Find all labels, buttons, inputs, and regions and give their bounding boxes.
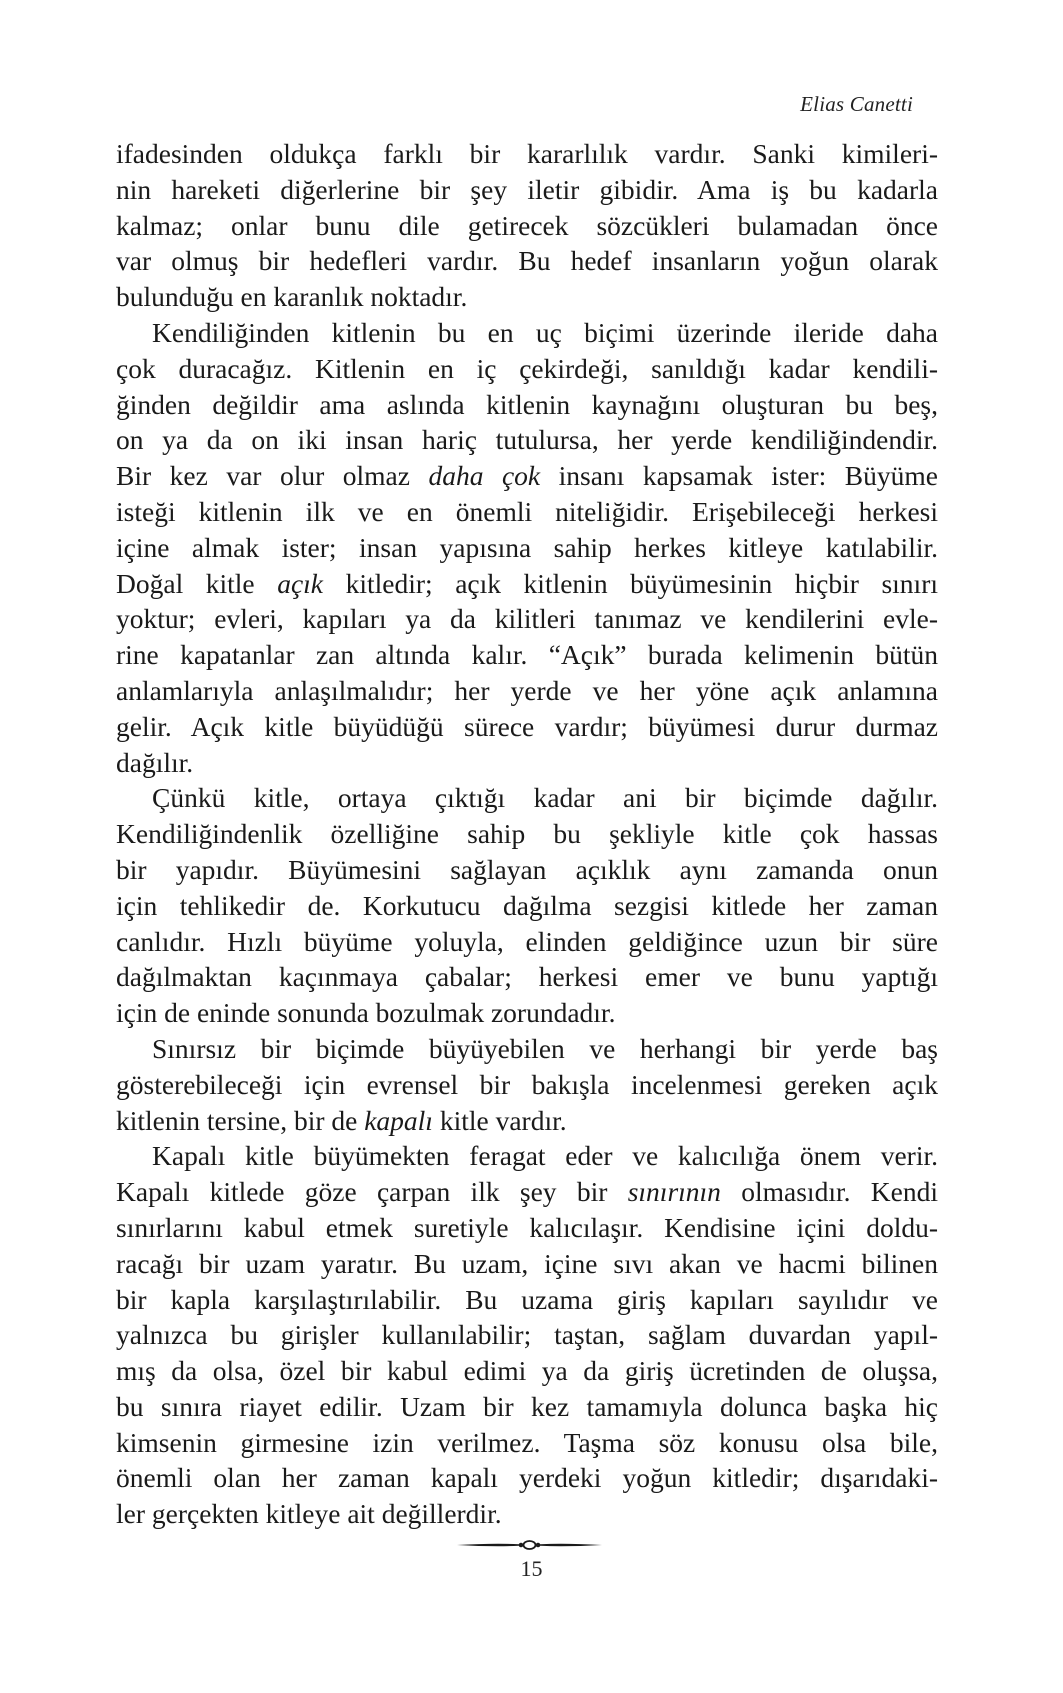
- text-run: Kapalı kitlede göze çarpan ilk şey bir: [116, 1176, 628, 1208]
- text-line: gösterebileceği için evrensel bir bakışla incelenmesi gereken açık: [116, 1068, 938, 1100]
- text-line: [116, 1174, 938, 1210]
- running-head-author: Elias Canetti: [800, 92, 913, 116]
- emphasis-text: daha çok: [428, 460, 541, 492]
- text-line: gelir. Açık kitle büyüdüğü sürece vardır; büyümesi durur durmaz: [116, 710, 938, 742]
- text-line: nin hareketi diğerlerine bir şey iletir gibidir. Ama iş bu kadarla: [116, 173, 938, 205]
- text-run: kitledir; açık kitlenin büyümesinin hiçbir sınırı: [323, 567, 938, 599]
- text-line: dağılmaktan kaçınmaya çabalar; herkesi emer ve bunu yaptığı: [116, 961, 938, 993]
- emphasis-text: sınırının: [627, 1176, 721, 1208]
- text-line: anlamlarıyla anlaşılmalıdır; her yerde ve her yöne açık anlamına: [116, 674, 938, 706]
- ornamental-divider-icon: [457, 1538, 602, 1552]
- text-line: dağılır.: [116, 746, 194, 778]
- body-text: [116, 136, 938, 1532]
- text-line: bir yapıdır. Büyümesini sağlayan açıklık aynı zamanda onun: [116, 853, 938, 885]
- text-line: ler gerçekten kitleye ait değillerdir.: [116, 1498, 502, 1530]
- text-run: olmasıdır. Kendi: [720, 1176, 938, 1208]
- text-line: Çünkü kitle, ortaya çıktığı kadar ani bir biçimde dağılır.: [152, 782, 938, 814]
- text-line: yoktur; evleri, kapıları ya da kilitleri tanımaz ve kendilerini evle-: [116, 603, 938, 635]
- text-line: için tehlikedir de. Korkutucu dağılma sezgisi kitlede her zaman: [116, 889, 938, 921]
- text-line: yalnızca bu girişler kullanılabilir; taştan, sağlam duvardan yapıl-: [116, 1319, 938, 1351]
- text-line: bulunduğu en karanlık noktadır.: [116, 281, 468, 313]
- text-line: çok duracağız. Kitlenin en iç çekirdeği, sanıldığı kadar kendili-: [116, 352, 938, 384]
- emphasis-text: açık: [277, 567, 324, 599]
- text-line: [116, 458, 938, 494]
- text-line: rine kapatanlar zan altında kalır. “Açık” burada kelimenin bütün: [116, 639, 938, 671]
- text-line: var olmuş bir hedefleri vardır. Bu hedef insanların yoğun olarak: [116, 245, 938, 277]
- text-line: Sınırsız bir biçimde büyüyebilen ve herhangi bir yerde baş: [152, 1032, 938, 1064]
- text-line: kimsenin girmesine izin verilmez. Taşma söz konusu olsa bile,: [116, 1426, 938, 1458]
- text-line: Kapalı kitle büyümekten feragat eder ve kalıcılığa önem verir.: [152, 1140, 938, 1172]
- text-line: [116, 1103, 938, 1139]
- text-run: kitle vardır.: [432, 1104, 567, 1136]
- text-line: ifadesinden oldukça farklı bir kararlılık vardır. Sanki kimileri-: [116, 138, 938, 169]
- text-line: önemli olan her zaman kapalı yerdeki yoğun kitledir; dışarıdaki-: [116, 1462, 938, 1494]
- text-line: içine almak ister; insan yapısına sahip herkes kitleye katılabilir.: [116, 531, 938, 563]
- text-run: Bir kez var olur olmaz: [116, 460, 429, 492]
- text-line: canlıdır. Hızlı büyüme yoluyla, elinden geldiğince uzun bir süre: [116, 925, 938, 957]
- text-line: bu sınıra riayet edilir. Uzam bir kez tamamıyla dolunca başka hiç: [116, 1390, 938, 1422]
- text-run: Doğal kitle: [116, 567, 278, 599]
- text-line: Kendiliğindenlik özelliğine sahip bu şekliyle kitle çok hassas: [116, 818, 938, 850]
- text-line: için de eninde sonunda bozulmak zorundadır.: [116, 997, 616, 1029]
- text-line: Kendiliğinden kitlenin bu en uç biçimi üzerinde ileride daha: [152, 316, 938, 348]
- text-line: on ya da on iki insan hariç tutulursa, her yerde kendiliğindendir.: [116, 424, 938, 456]
- text-run: insanı kapsamak ister: Büyüme: [540, 460, 938, 492]
- text-line: racağı bir uzam yaratır. Bu uzam, içine sıvı akan ve hacmi bilinen: [116, 1247, 938, 1279]
- text-line: kalmaz; onlar bunu dile getirecek sözcükleri bulamadan önce: [116, 209, 938, 241]
- text-line: isteği kitlenin ilk ve en önemli niteliğidir. Erişebileceği herkesi: [116, 495, 938, 527]
- text-line: bir kapla karşılaştırılabilir. Bu uzama giriş kapıları sayılıdır ve: [116, 1283, 938, 1315]
- emphasis-text: kapalı: [364, 1104, 433, 1136]
- text-line: ğinden değildir ama aslında kitlenin kaynağını oluşturan bu beş,: [116, 388, 938, 420]
- text-line: [116, 566, 938, 602]
- text-line: sınırlarını kabul etmek suretiyle kalıcılaşır. Kendisine içini doldu-: [116, 1211, 938, 1243]
- text-line: mış da olsa, özel bir kabul edimi ya da giriş ücretinden de oluşsa,: [116, 1355, 938, 1387]
- page-number: 15: [520, 1556, 543, 1581]
- text-run: kitlenin tersine, bir de: [116, 1104, 365, 1136]
